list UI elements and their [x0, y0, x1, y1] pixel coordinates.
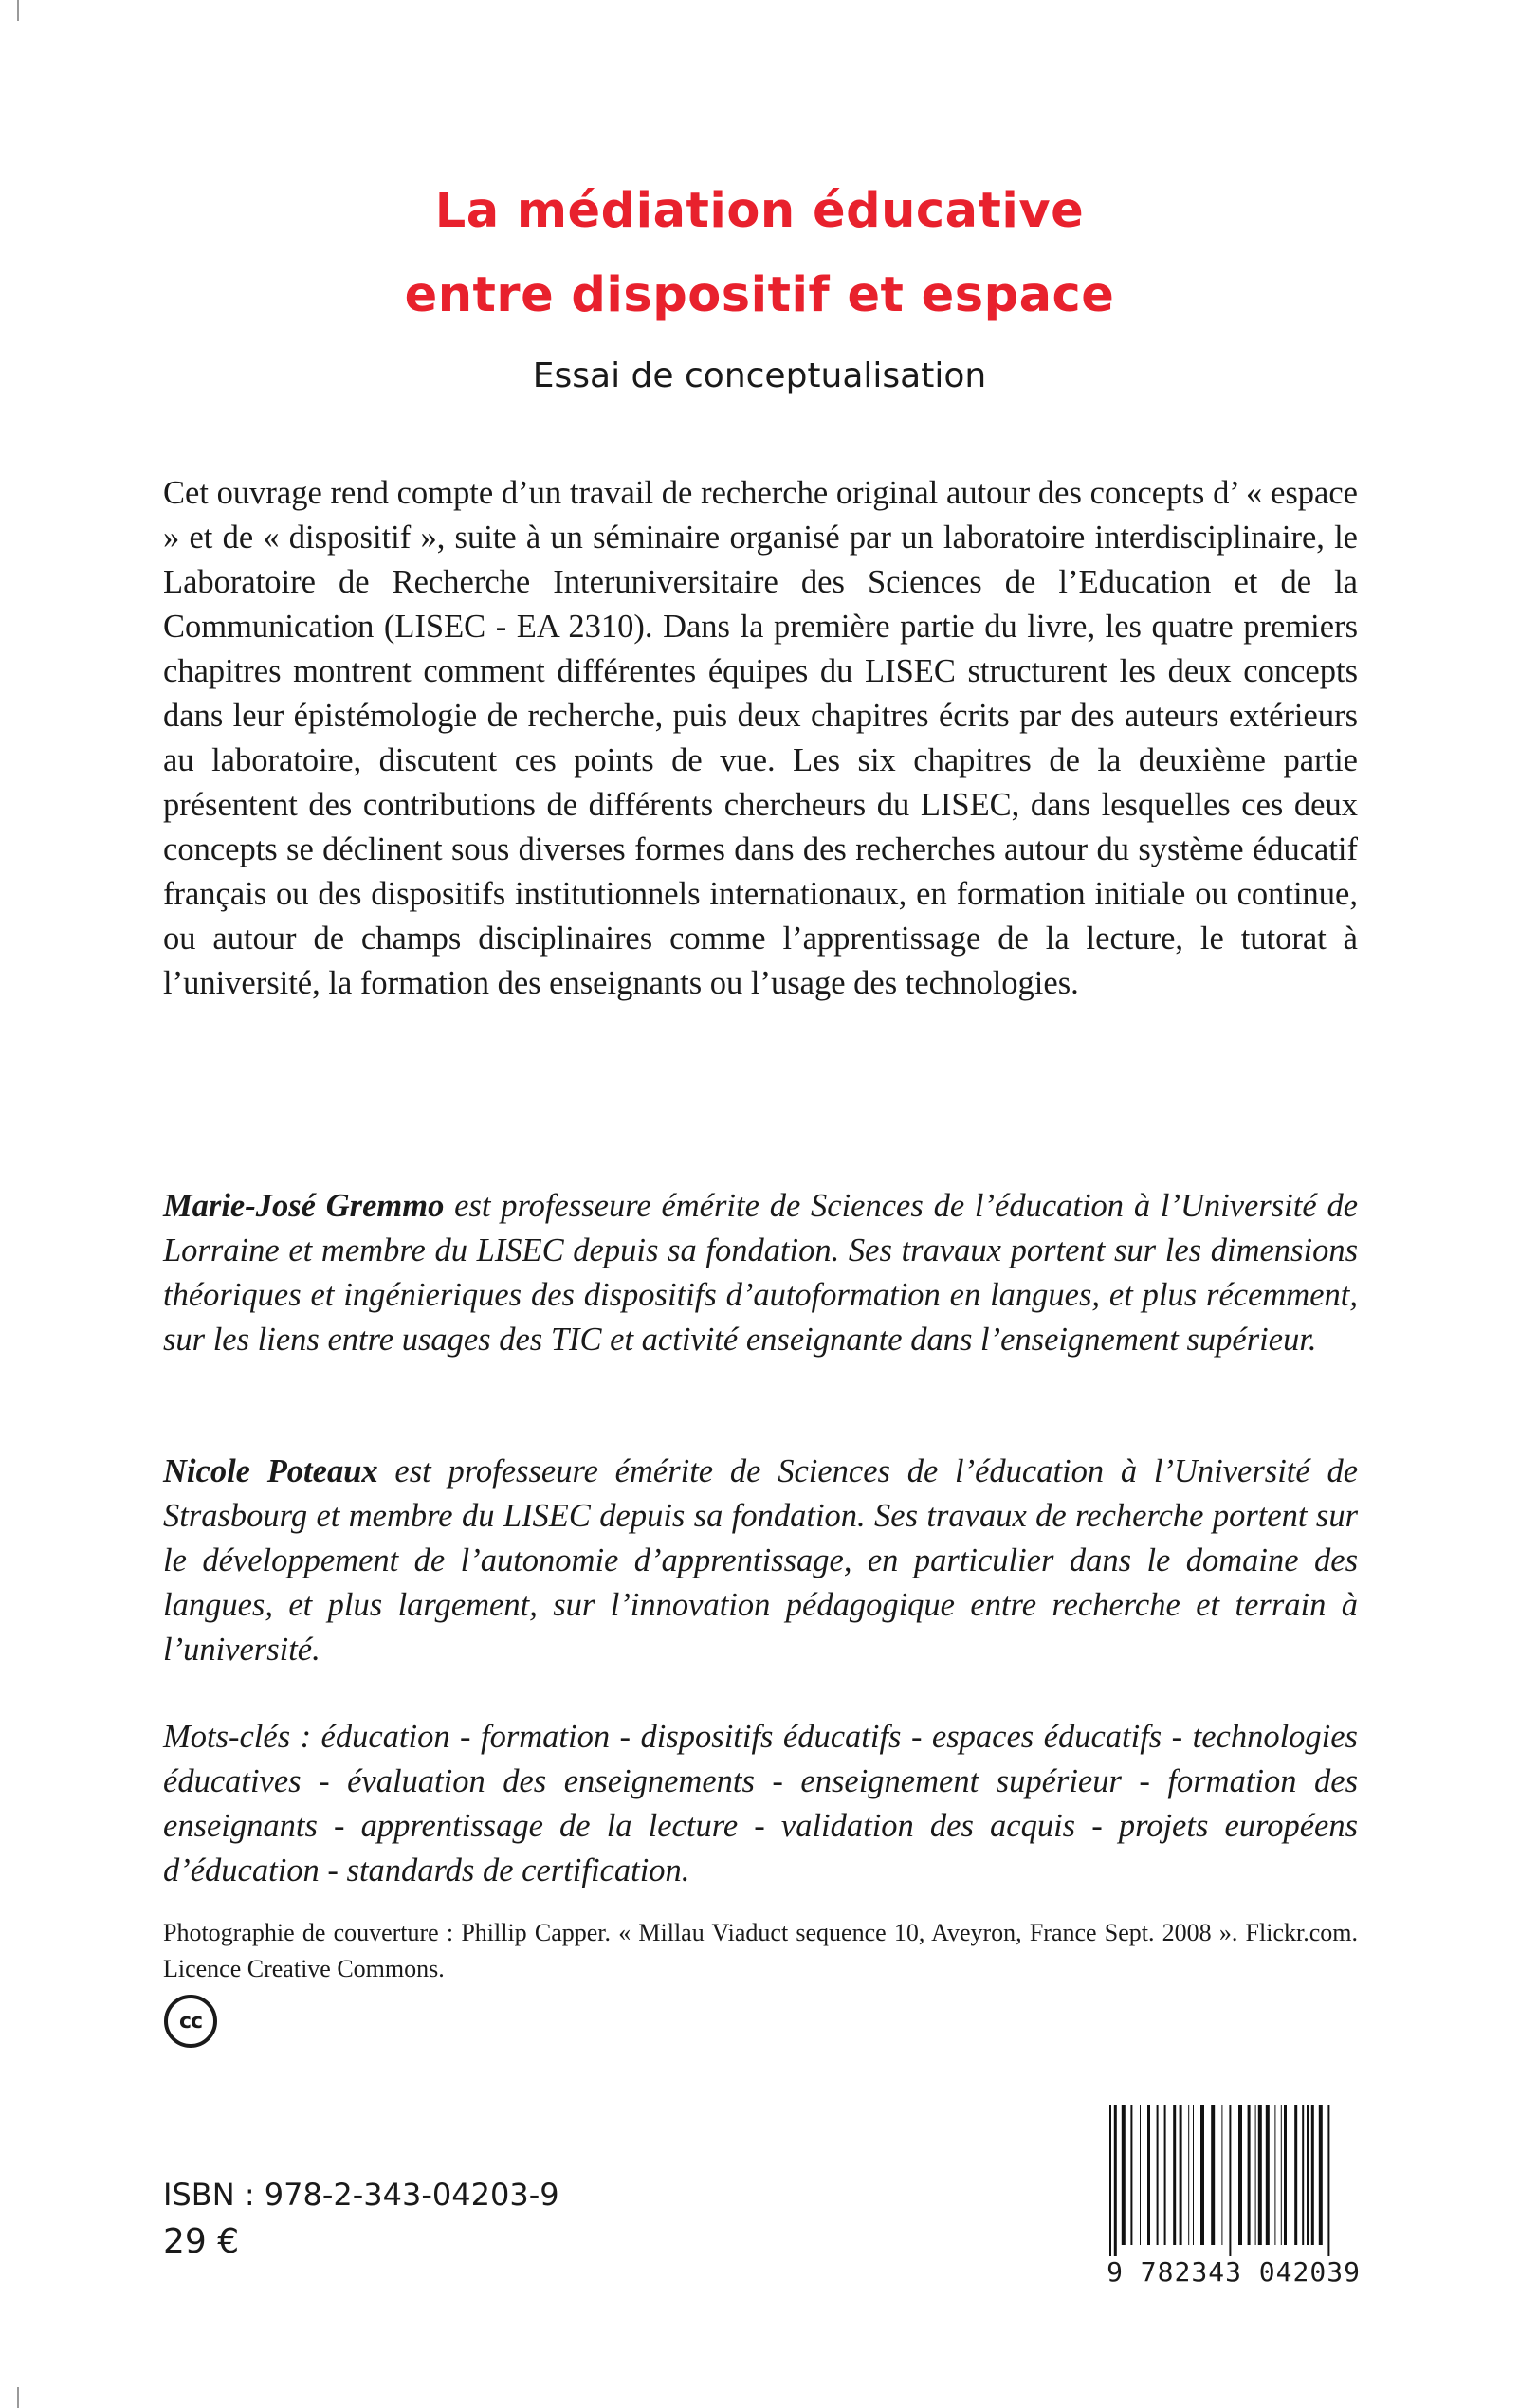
author-bio-2	[163, 1450, 1358, 1672]
author-bio-text-1: est professeure émérite de Sciences de l’éducation à l’Université de Lorraine et membre du LISEC depuis sa fondation. Ses travaux portent sur les dimensions théoriques et ingénieriques des dispositifs d’autoformation en langues, et plus récemment, sur les liens entre usages des TIC et activité enseignante dans l’enseignement supérieur.	[163, 1188, 1359, 1358]
book-title	[0, 169, 1519, 337]
barcode-bars	[1106, 2105, 1362, 2256]
book-subtitle: Essai de conceptualisation	[532, 356, 987, 395]
crop-mark-top	[17, 0, 19, 21]
author-bio-1	[163, 1184, 1358, 1362]
keywords: Mots-clés : éducation - formation - dispositifs éducatifs - espaces éducatifs - technologies éducatives - évaluation des enseignements - enseignement supérieur - formation des enseignants - apprentissage de la lecture - validation des acquis - projets européens d’éducation - standards de certification.	[163, 1719, 1358, 1888]
photo-credit: Photographie de couverture : Phillip Capper. « Millau Viaduct sequence 10, Aveyron, France Sept. 2008 ». Flickr.com. Licence Creative Commons.	[163, 1919, 1358, 1982]
price: 29 €	[163, 2222, 240, 2261]
creative-commons-icon: cc	[164, 1995, 217, 2048]
barcode	[1106, 2105, 1362, 2266]
author-bio-text-2: est professeure émérite de Sciences de l’éducation à l’Université de Strasbourg et membre du LISEC depuis sa fondation. Ses travaux de recherche portent sur le développement de l’autonomie d’apprentissage, en particulier dans le domaine des langues, et plus largement, sur l’innovation pédagogique entre recherche et terrain à l’université.	[163, 1453, 1359, 1668]
barcode-digits: 9 782343 042039	[1107, 2256, 1361, 2288]
title-line-1: La médiation éducative	[434, 183, 1085, 239]
isbn: ISBN : 978-2-343-04203-9	[163, 2177, 559, 2213]
title-line-2: entre dispositif et espace	[404, 267, 1115, 323]
author-name-2: Nicole Poteaux	[163, 1453, 378, 1489]
summary-paragraph: Cet ouvrage rend compte d’un travail de recherche original autour des concepts d’ « espace » et de « dispositif », suite à un séminaire organisé par un laboratoire interdisciplinaire, le Laboratoire de Recherche Interuniversitaire des Sciences de l’Education et de la Communication (LISEC - EA 2310). Dans la première partie du livre, les quatre premiers chapitres montrent comment différentes équipes du LISEC structurent les deux concepts dans leur épistémologie de recherche, puis deux chapitres écrits par des auteurs extérieurs au laboratoire, discutent ces points de vue. Les six chapitres de la deuxième partie présentent des contributions de différents chercheurs du LISEC, dans lesquelles ces deux concepts se déclinent sous diverses formes dans des recherches autour du système éducatif français ou des dispositifs institutionnels internationaux, en formation initiale ou continue, ou autour de champs disciplinaires comme l’apprentissage de la lecture, le tutorat à l’université, la formation des enseignants ou l’usage des technologies.	[163, 475, 1358, 1001]
author-name-1: Marie-José Gremmo	[163, 1188, 445, 1224]
crop-mark-bottom	[17, 2387, 19, 2408]
